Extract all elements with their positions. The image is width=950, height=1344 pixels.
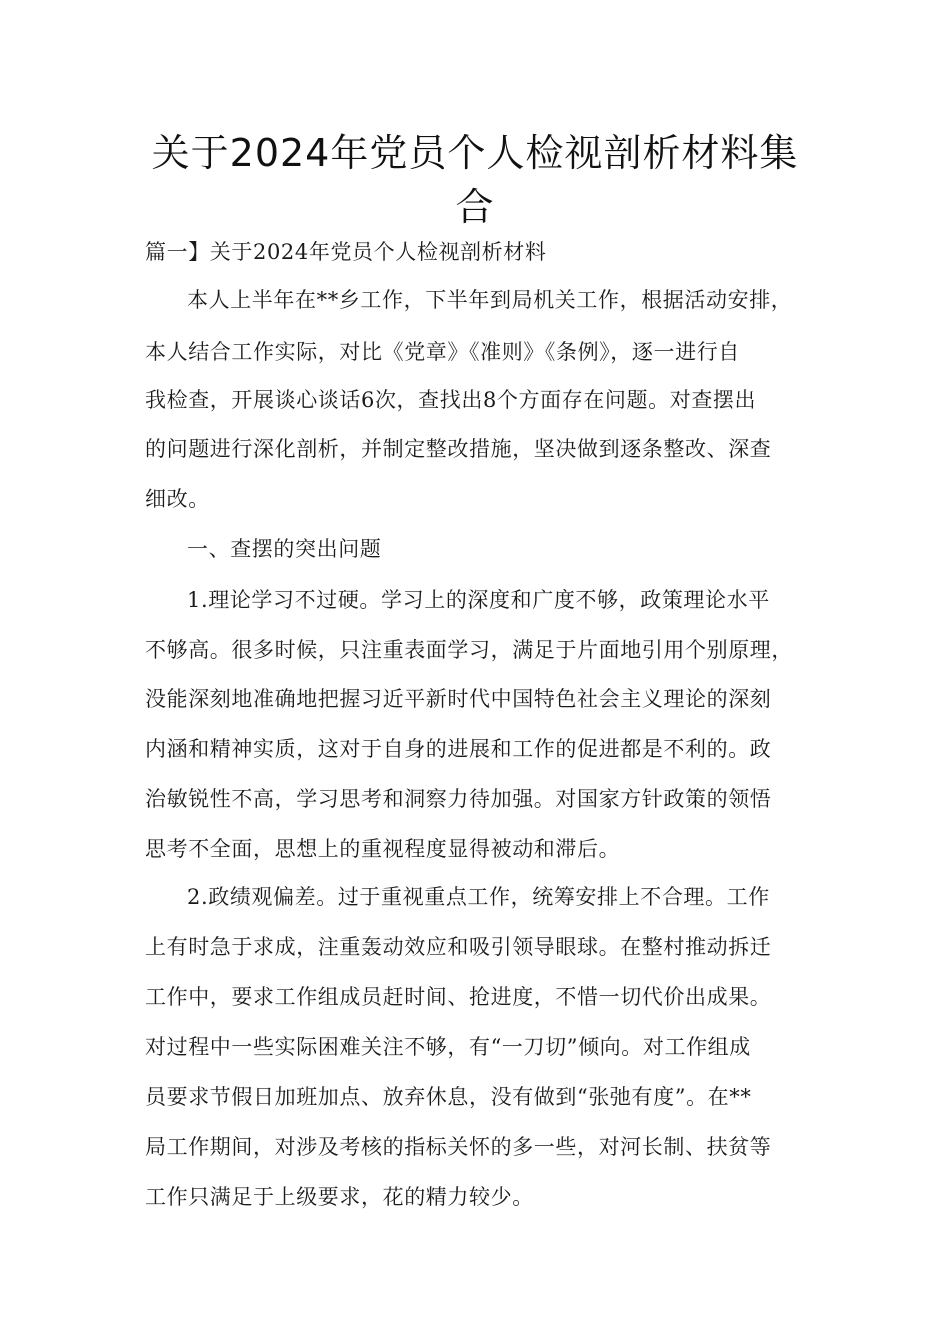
paragraph-line: 没能深刻地准确地把握习近平新时代中国特色社会主义理论的深刻 bbox=[145, 687, 772, 711]
paragraph-line: 内涵和精神实质，这对于自身的进展和工作的促进都是不利的。政 bbox=[145, 737, 772, 761]
paragraph-line: 思考不全面，思想上的重视程度显得被动和滞后。 bbox=[145, 837, 621, 861]
paragraph-line: 1.理论学习不过硬。学习上的深度和广度不够，政策理论水平 bbox=[187, 588, 770, 612]
paragraph-line: 工作只满足于上级要求，花的精力较少。 bbox=[145, 1185, 534, 1209]
paragraph-line: 局工作期间，对涉及考核的指标关怀的多一些，对河长制、扶贫等 bbox=[145, 1135, 772, 1159]
paragraph-line: 2.政绩观偏差。过于重视重点工作，统筹安排上不合理。工作 bbox=[187, 885, 770, 909]
paragraph-line: 对过程中一些实际困难关注不够，有“一刀切”倾向。对工作组成 bbox=[145, 1035, 751, 1059]
section-heading: 篇一】关于2024年党员个人检视剖析材料 bbox=[145, 240, 547, 264]
subsection-heading: 一、查摆的突出问题 bbox=[187, 537, 382, 561]
paragraph-line: 治敏锐性不高，学习思考和洞察力待加强。对国家方针政策的领悟 bbox=[145, 787, 772, 811]
paragraph-line: 员要求节假日加班加点、放弃休息，没有做到“张弛有度”。在** bbox=[145, 1085, 752, 1109]
paragraph-line: 工作中，要求工作组成员赶时间、抢进度，不惜一切代价出成果。 bbox=[145, 985, 772, 1009]
document-title-line-1: 关于2024年党员个人检视剖析材料集 bbox=[151, 131, 799, 175]
paragraph-line: 我检查，开展谈心谈话6次，查找出8个方面存在问题。对查摆出 bbox=[145, 388, 757, 412]
paragraph-line: 的问题进行深化剖析，并制定整改措施，坚决做到逐条整改、深查 bbox=[145, 437, 772, 461]
paragraph-line: 本人上半年在**乡工作，下半年到局机关工作，根据活动安排， bbox=[187, 288, 793, 312]
paragraph-line: 不够高。很多时候，只注重表面学习，满足于片面地引用个别原理， bbox=[145, 638, 793, 662]
paragraph-line: 上有时急于求成，注重轰动效应和吸引领导眼球。在整村推动拆迁 bbox=[145, 935, 772, 959]
document-title-line-2: 合 bbox=[455, 185, 495, 229]
paragraph-line: 本人结合工作实际，对比《党章》《准则》《条例》，逐一进行自 bbox=[145, 340, 740, 364]
paragraph-line: 细改。 bbox=[145, 487, 210, 511]
